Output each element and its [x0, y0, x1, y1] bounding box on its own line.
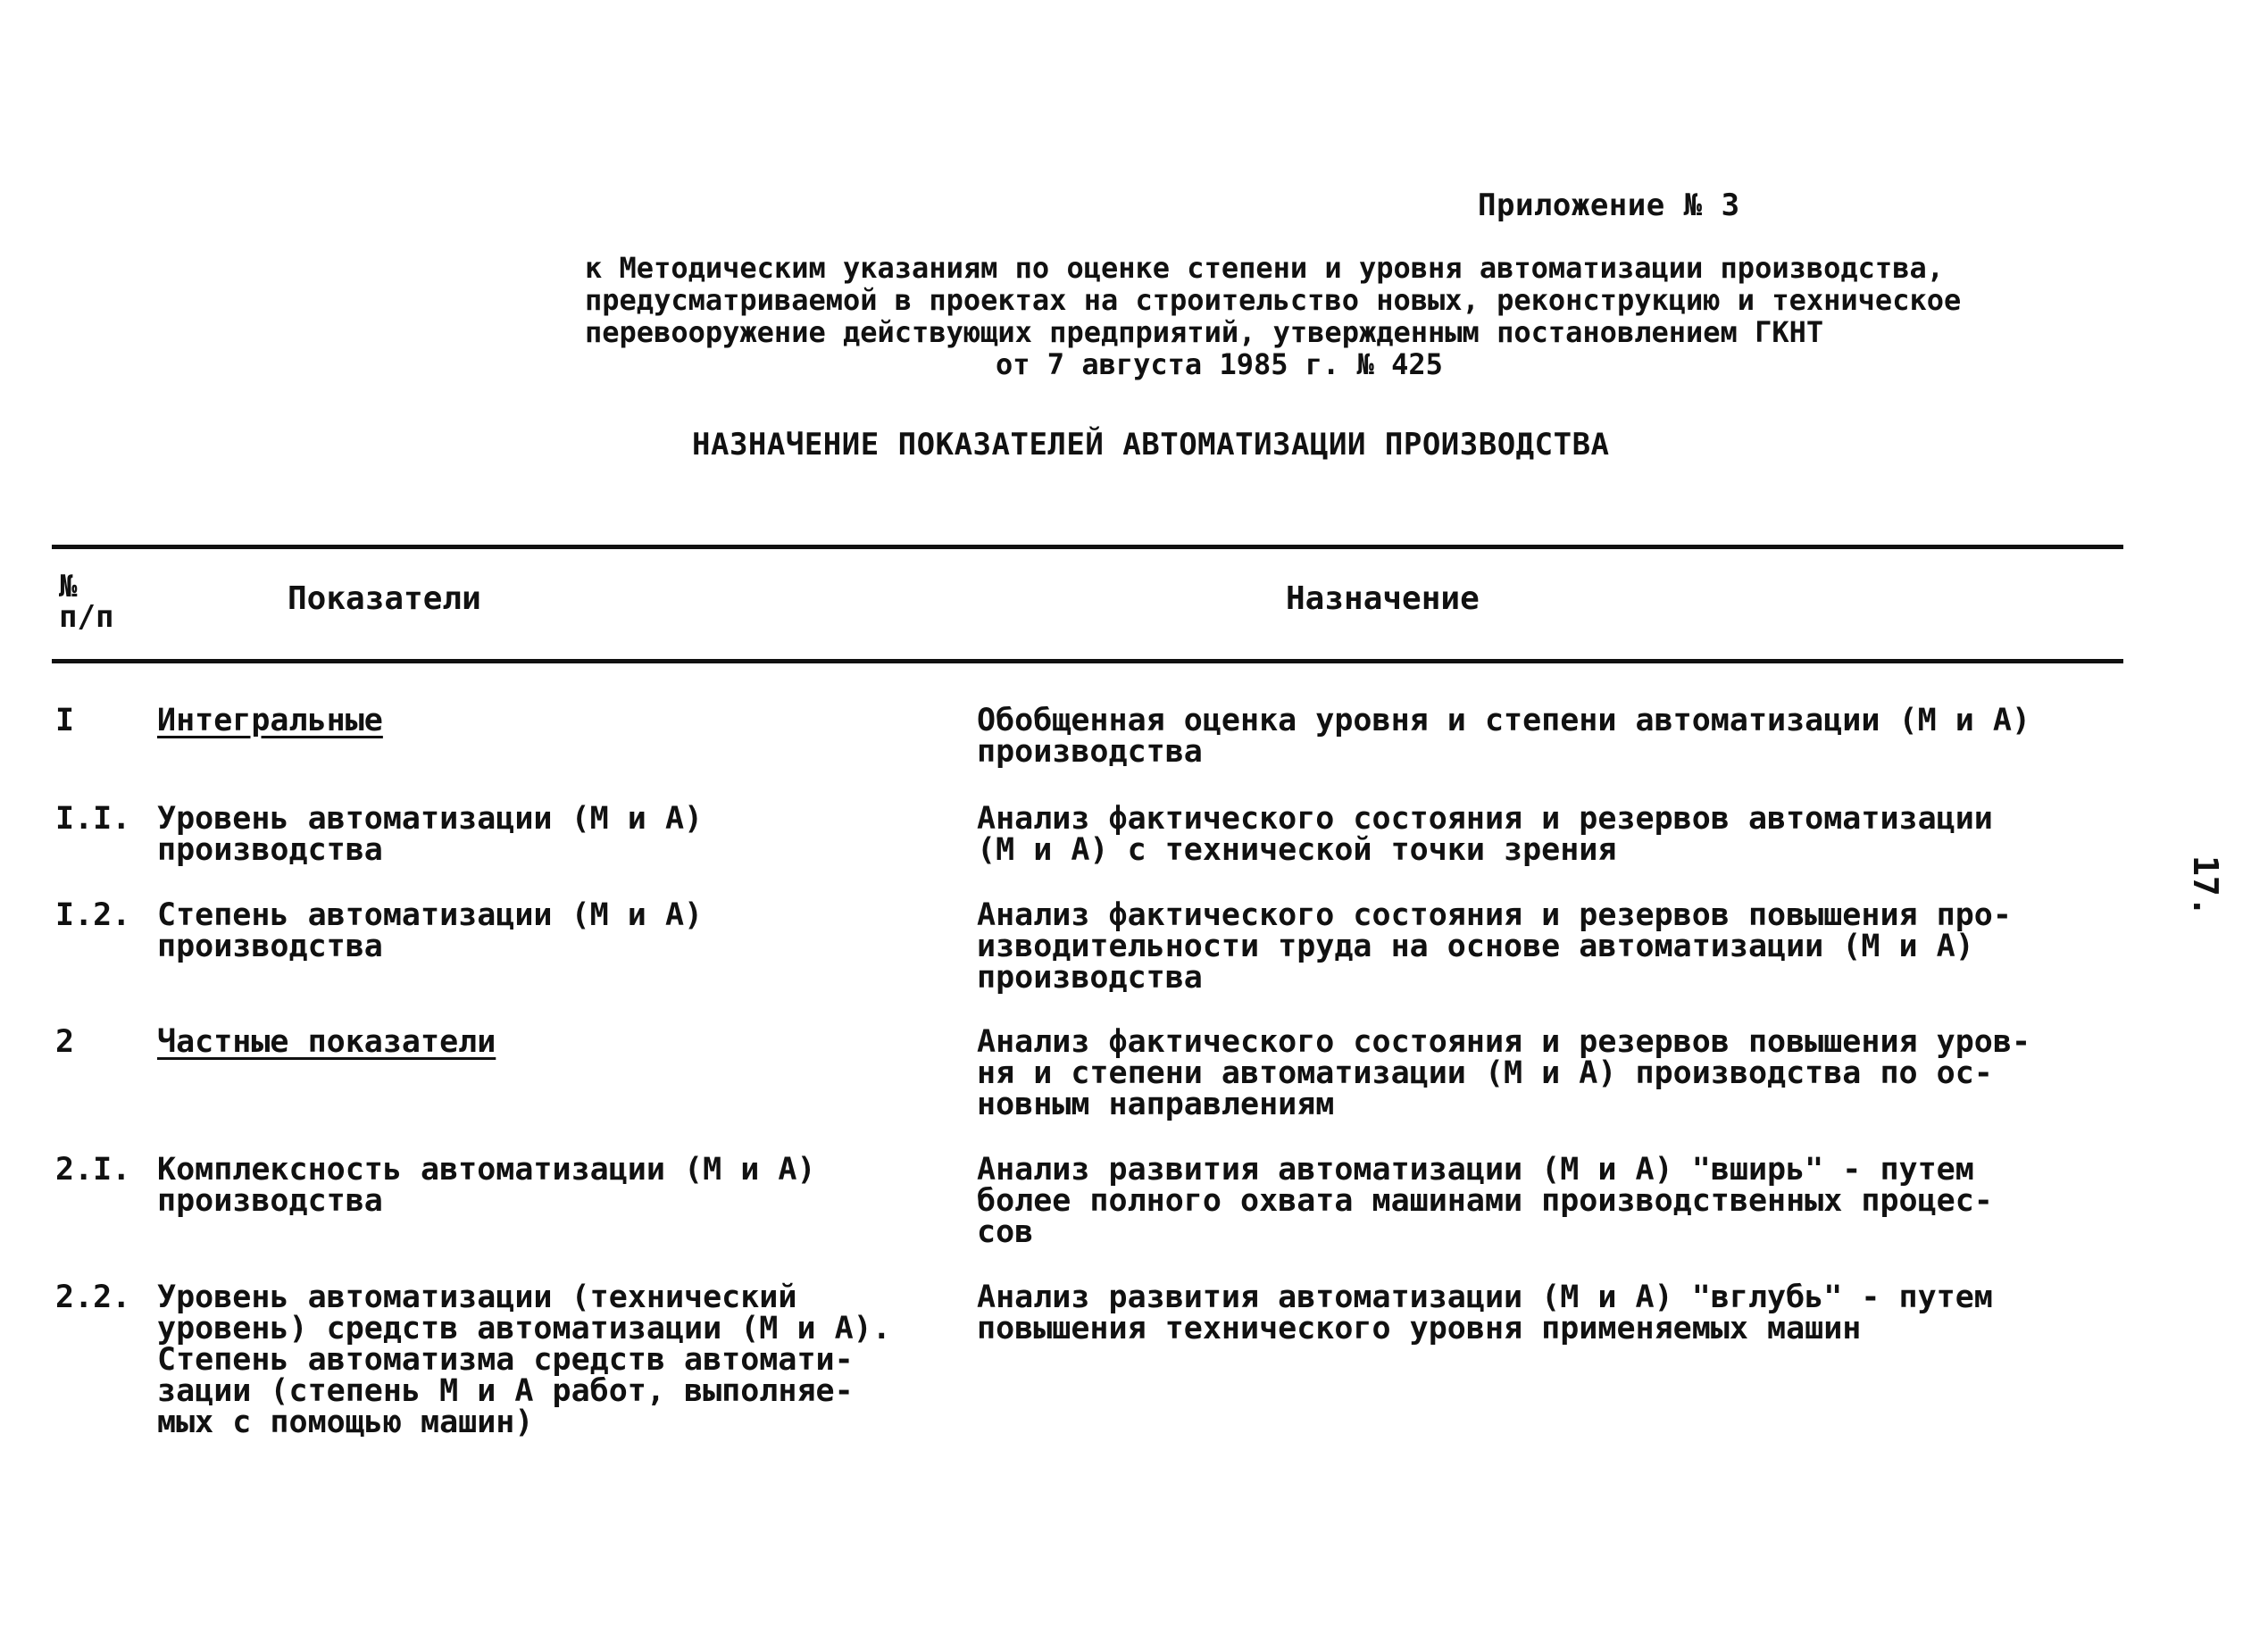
row-number: 2.I.	[55, 1152, 131, 1188]
document-subtitle	[585, 252, 2192, 380]
row-number: 2.2.	[55, 1280, 131, 1315]
subtitle-line: к Методическим указаниям по оценке степени и уровня автоматизации производства,	[585, 251, 1944, 285]
subtitle-line: от 7 августа 1985 г. № 425	[996, 347, 1443, 381]
row-number: I	[55, 703, 75, 738]
row-indicator: Комплексность автоматизации (М и А) производства	[157, 1152, 816, 1219]
row-indicator: Частные показатели	[157, 1024, 496, 1060]
page-number: 17.	[2186, 855, 2225, 917]
row-purpose: Анализ развития автоматизации (М и А) "вглубь" - путем повышения технического уровня применяемых машин	[977, 1280, 1993, 1346]
column-header-number	[59, 569, 114, 635]
row-number: I.I.	[55, 801, 131, 837]
table-header-rule	[52, 659, 2123, 663]
row-purpose: Анализ фактического состояния и резервов автоматизации (М и А) с технической точки зрения	[977, 801, 1993, 868]
row-indicator: Интегральные	[157, 703, 383, 738]
row-purpose: Анализ фактического состояния и резервов повышения про- изводительности труда на основе автоматизации (М и А) производства	[977, 897, 2012, 996]
table-top-rule	[52, 545, 2123, 549]
column-header-number-symbol: №	[59, 569, 78, 604]
row-indicator: Уровень автоматизации (М и А) производства	[157, 801, 704, 868]
subtitle-line: перевооружение действующих предприятий, утвержденным постановлением ГКНТ	[585, 315, 1824, 349]
row-indicator: Уровень автоматизации (технический уровень) средств автоматизации (М и А). Степень автоматизма средств автомати- зации (степень М и А работ, выполняе- мых с помощью машин)	[157, 1280, 891, 1440]
appendix-label: Приложение № 3	[1478, 188, 1740, 223]
row-purpose: Анализ фактического состояния и резервов повышения уров- ня и степени автоматизации (М и А) производства по ос- новным направлениям	[977, 1024, 2031, 1122]
row-purpose: Обобщенная оценка уровня и степени автоматизации (М и А) производства	[977, 703, 2031, 770]
column-header-indicators: Показатели	[288, 580, 481, 617]
row-indicator: Степень автоматизации (М и А) производства	[157, 897, 704, 964]
row-number: 2	[55, 1024, 75, 1060]
row-number: I.2.	[55, 897, 131, 933]
row-purpose: Анализ развития автоматизации (М и А) "вширь" - путем более полного охвата машинами производственных процес- сов	[977, 1152, 1993, 1250]
column-header-purpose: Назначение	[1286, 580, 1480, 617]
column-header-number-abbr: п/п	[59, 599, 114, 635]
subtitle-line: предусматриваемой в проектах на строительство новых, реконструкцию и техническое	[585, 283, 1962, 317]
document-title: НАЗНАЧЕНИЕ ПОКАЗАТЕЛЕЙ АВТОМАТИЗАЦИИ ПРОИЗВОДСТВА	[692, 427, 1610, 463]
